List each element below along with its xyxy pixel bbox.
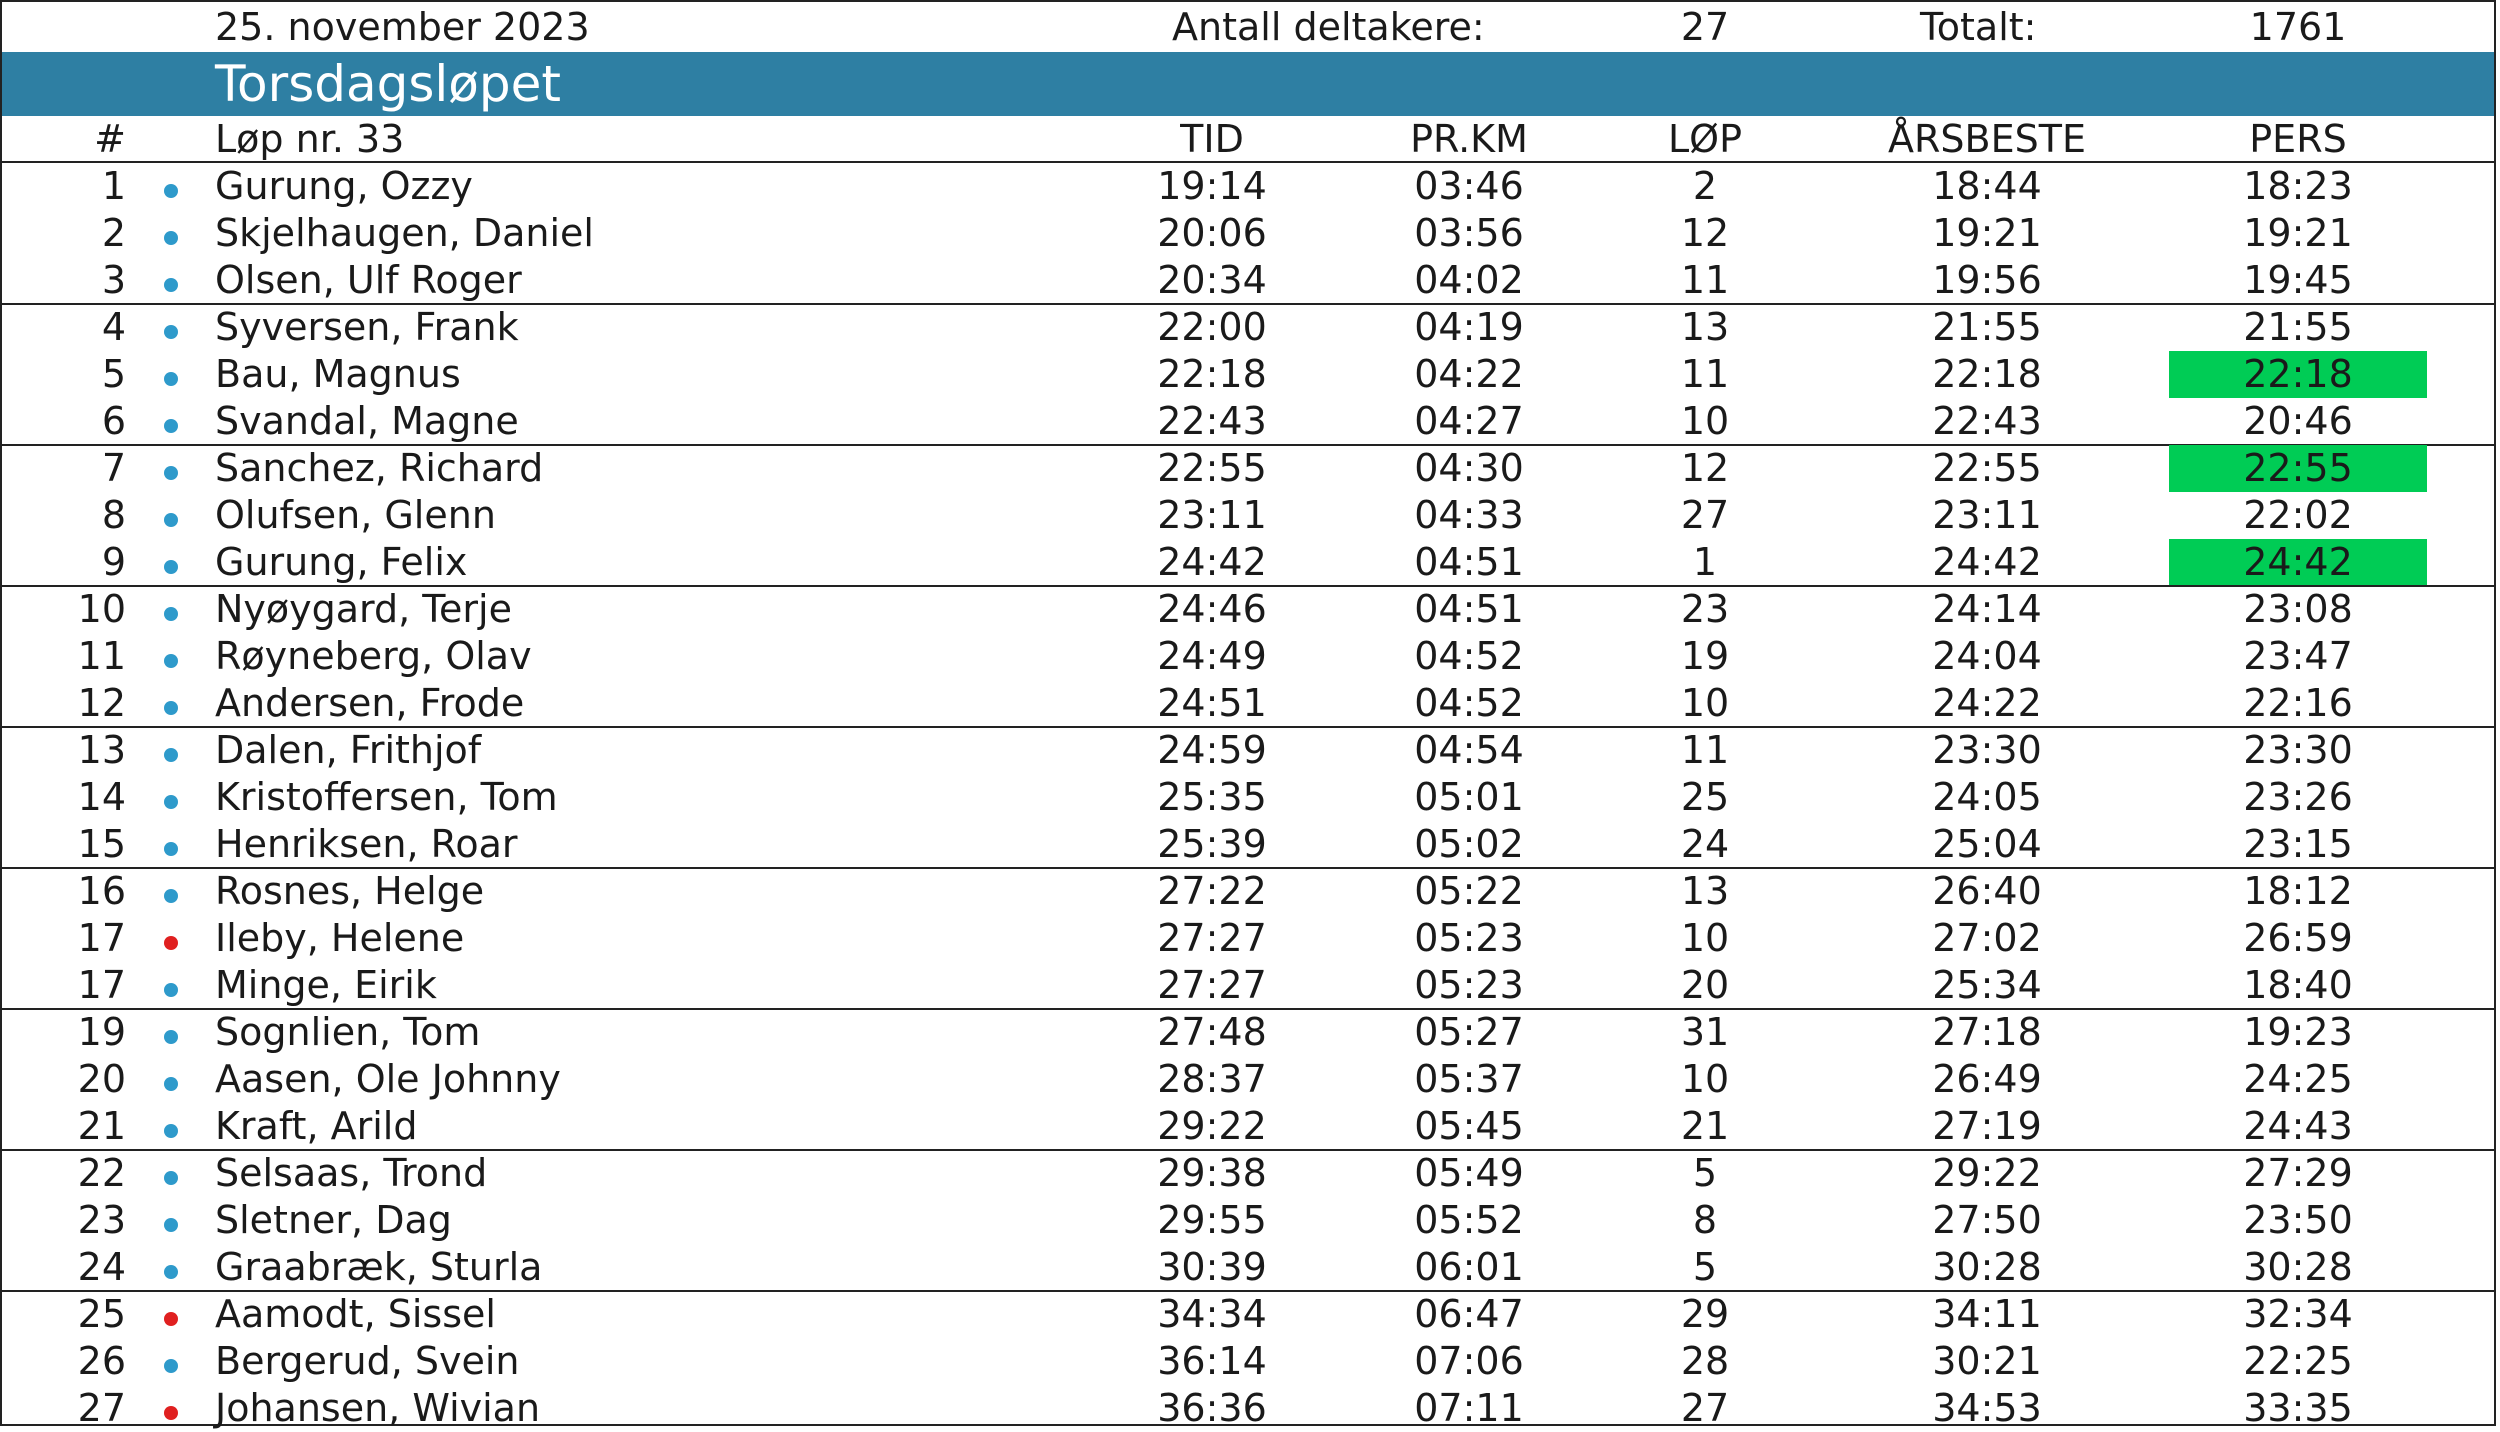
rank-cell: 7: [101, 446, 126, 490]
race-count-cell: 11: [1680, 352, 1730, 396]
runner-name: Olsen, Ulf Roger: [215, 258, 522, 302]
time-cell: 22:43: [1157, 399, 1267, 443]
female-dot-icon: [164, 936, 178, 950]
time-cell: 22:00: [1157, 305, 1267, 349]
runner-name: Sognlien, Tom: [215, 1010, 481, 1054]
rank-cell: 21: [77, 1104, 126, 1148]
time-cell: 28:37: [1157, 1057, 1267, 1101]
race-count-cell: 10: [1680, 399, 1730, 443]
runner-name: Nyøygard, Terje: [215, 587, 512, 631]
table-row: [2, 586, 2494, 633]
participants-value: 27: [1680, 5, 1730, 49]
runner-name: Skjelhaugen, Daniel: [215, 211, 594, 255]
rank-cell: 22: [77, 1151, 126, 1195]
personal-best-cell: 19:45: [2243, 258, 2353, 302]
pace-cell: 05:37: [1414, 1057, 1524, 1101]
col-pers-header: PERS: [2249, 117, 2347, 161]
time-cell: 22:18: [1157, 352, 1267, 396]
male-dot-icon: [164, 842, 178, 856]
time-cell: 29:55: [1157, 1198, 1267, 1242]
race-count-cell: 13: [1680, 305, 1730, 349]
pace-cell: 05:23: [1414, 916, 1524, 960]
table-row: [2, 492, 2494, 539]
male-dot-icon: [164, 889, 178, 903]
table-row: [2, 868, 2494, 915]
personal-best-cell: 27:29: [2243, 1151, 2353, 1195]
pace-cell: 05:01: [1414, 775, 1524, 819]
season-best-cell: 24:14: [1932, 587, 2042, 631]
race-count-cell: 8: [1692, 1198, 1718, 1242]
pace-cell: 04:51: [1414, 540, 1524, 584]
runner-name: Røyneberg, Olav: [215, 634, 532, 678]
male-dot-icon: [164, 184, 178, 198]
race-count-cell: 13: [1680, 869, 1730, 913]
race-count-cell: 5: [1692, 1245, 1718, 1289]
race-count-cell: 10: [1680, 1057, 1730, 1101]
pace-cell: 05:52: [1414, 1198, 1524, 1242]
male-dot-icon: [164, 1124, 178, 1138]
male-dot-icon: [164, 1359, 178, 1373]
personal-best-cell: 18:23: [2243, 164, 2353, 208]
season-best-cell: 24:42: [1932, 540, 2042, 584]
male-dot-icon: [164, 701, 178, 715]
rank-cell: 26: [77, 1339, 126, 1383]
col-rank-header: #: [94, 117, 126, 161]
time-cell: 27:22: [1157, 869, 1267, 913]
rank-cell: 8: [101, 493, 126, 537]
time-cell: 27:27: [1157, 916, 1267, 960]
rank-cell: 9: [101, 540, 126, 584]
rank-cell: 10: [77, 587, 126, 631]
race-count-cell: 31: [1680, 1010, 1730, 1054]
personal-best-cell: 22:02: [2243, 493, 2353, 537]
rank-cell: 14: [77, 775, 126, 819]
rank-cell: 3: [101, 258, 126, 302]
time-cell: 27:27: [1157, 963, 1267, 1007]
personal-best-cell: 21:55: [2243, 305, 2353, 349]
pace-cell: 03:46: [1414, 164, 1524, 208]
runner-name: Gurung, Felix: [215, 540, 468, 584]
rank-cell: 19: [77, 1010, 126, 1054]
season-best-cell: 21:55: [1932, 305, 2042, 349]
male-dot-icon: [164, 325, 178, 339]
runner-name: Johansen, Wivian: [215, 1386, 541, 1430]
personal-best-cell: 23:08: [2243, 587, 2353, 631]
time-cell: 36:36: [1157, 1386, 1267, 1430]
race-count-cell: 27: [1680, 493, 1730, 537]
male-dot-icon: [164, 560, 178, 574]
personal-best-cell: 26:59: [2243, 916, 2353, 960]
season-best-cell: 29:22: [1932, 1151, 2042, 1195]
pace-cell: 04:19: [1414, 305, 1524, 349]
season-best-cell: 22:18: [1932, 352, 2042, 396]
male-dot-icon: [164, 278, 178, 292]
season-best-cell: 25:34: [1932, 963, 2042, 1007]
male-dot-icon: [164, 1077, 178, 1091]
time-cell: 24:42: [1157, 540, 1267, 584]
pace-cell: 05:22: [1414, 869, 1524, 913]
pace-cell: 05:02: [1414, 822, 1524, 866]
season-best-cell: 27:50: [1932, 1198, 2042, 1242]
male-dot-icon: [164, 654, 178, 668]
runner-name: Bau, Magnus: [215, 352, 461, 396]
personal-best-cell: 23:30: [2243, 728, 2353, 772]
rank-cell: 23: [77, 1198, 126, 1242]
table-row: [2, 257, 2494, 304]
season-best-cell: 25:04: [1932, 822, 2042, 866]
runner-name: Minge, Eirik: [215, 963, 437, 1007]
col-race-header: Løp nr. 33: [215, 117, 405, 161]
runner-name: Sletner, Dag: [215, 1198, 452, 1242]
race-count-cell: 25: [1680, 775, 1730, 819]
col-tid-header: TID: [1180, 117, 1244, 161]
runner-name: Aasen, Ole Johnny: [215, 1057, 561, 1101]
runner-name: Kristoffersen, Tom: [215, 775, 558, 819]
race-count-cell: 11: [1680, 258, 1730, 302]
season-best-cell: 27:19: [1932, 1104, 2042, 1148]
table-row: [2, 1103, 2494, 1150]
table-row: [2, 1244, 2494, 1291]
personal-best-cell: 22:25: [2243, 1339, 2353, 1383]
race-count-cell: 2: [1692, 164, 1718, 208]
personal-best-cell: 23:26: [2243, 775, 2353, 819]
race-count-cell: 19: [1680, 634, 1730, 678]
col-lop-header: LØP: [1668, 117, 1742, 161]
male-dot-icon: [164, 748, 178, 762]
pace-cell: 05:27: [1414, 1010, 1524, 1054]
pace-cell: 04:54: [1414, 728, 1524, 772]
col-prkm-header: PR.KM: [1410, 117, 1528, 161]
runner-name: Henriksen, Roar: [215, 822, 518, 866]
race-count-cell: 27: [1680, 1386, 1730, 1430]
season-best-cell: 23:30: [1932, 728, 2042, 772]
male-dot-icon: [164, 795, 178, 809]
page-title: Torsdagsløpet: [215, 55, 561, 113]
rank-cell: 13: [77, 728, 126, 772]
race-count-cell: 10: [1680, 681, 1730, 725]
time-cell: 24:59: [1157, 728, 1267, 772]
time-cell: 20:06: [1157, 211, 1267, 255]
time-cell: 30:39: [1157, 1245, 1267, 1289]
rank-cell: 1: [101, 164, 126, 208]
personal-best-cell: 22:16: [2243, 681, 2353, 725]
pace-cell: 04:33: [1414, 493, 1524, 537]
runner-name: Selsaas, Trond: [215, 1151, 488, 1195]
rank-cell: 16: [77, 869, 126, 913]
race-count-cell: 12: [1680, 446, 1730, 490]
pace-cell: 06:47: [1414, 1292, 1524, 1336]
runner-name: Graabræk, Sturla: [215, 1245, 543, 1289]
race-count-cell: 12: [1680, 211, 1730, 255]
personal-best-cell: 23:50: [2243, 1198, 2353, 1242]
race-count-cell: 20: [1680, 963, 1730, 1007]
race-count-cell: 5: [1692, 1151, 1718, 1195]
rank-cell: 4: [101, 305, 126, 349]
table-row: [2, 1197, 2494, 1244]
pace-cell: 05:45: [1414, 1104, 1524, 1148]
race-count-cell: 11: [1680, 728, 1730, 772]
runner-name: Andersen, Frode: [215, 681, 525, 725]
season-best-cell: 22:43: [1932, 399, 2042, 443]
table-row: [2, 1338, 2494, 1385]
personal-best-cell: 24:43: [2243, 1104, 2353, 1148]
season-best-cell: 34:11: [1932, 1292, 2042, 1336]
table-row: [2, 398, 2494, 445]
pace-cell: 07:06: [1414, 1339, 1524, 1383]
rank-cell: 17: [77, 916, 126, 960]
table-row: [2, 680, 2494, 727]
season-best-cell: 27:02: [1932, 916, 2042, 960]
table-row: [2, 445, 2494, 492]
season-best-cell: 27:18: [1932, 1010, 2042, 1054]
season-best-cell: 23:11: [1932, 493, 2042, 537]
male-dot-icon: [164, 372, 178, 386]
male-dot-icon: [164, 231, 178, 245]
runner-name: Sanchez, Richard: [215, 446, 544, 490]
rank-cell: 27: [77, 1386, 126, 1430]
time-cell: 23:11: [1157, 493, 1267, 537]
personal-best-cell: 32:34: [2243, 1292, 2353, 1336]
season-best-cell: 19:56: [1932, 258, 2042, 302]
pace-cell: 04:02: [1414, 258, 1524, 302]
season-best-cell: 30:21: [1932, 1339, 2042, 1383]
runner-name: Rosnes, Helge: [215, 869, 485, 913]
rank-cell: 15: [77, 822, 126, 866]
season-best-cell: 34:53: [1932, 1386, 2042, 1430]
male-dot-icon: [164, 513, 178, 527]
table-row: [2, 1385, 2494, 1432]
time-cell: 24:51: [1157, 681, 1267, 725]
runner-name: Dalen, Frithjof: [215, 728, 482, 772]
personal-best-cell: 33:35: [2243, 1386, 2353, 1430]
personal-best-cell: 22:55: [2169, 445, 2427, 492]
season-best-cell: 22:55: [1932, 446, 2042, 490]
pace-cell: 04:52: [1414, 634, 1524, 678]
col-aarsbeste-header: ÅRSBESTE: [1888, 117, 2086, 161]
rank-cell: 17: [77, 963, 126, 1007]
table-row: [2, 351, 2494, 398]
personal-best-cell: 19:21: [2243, 211, 2353, 255]
table-row: [2, 539, 2494, 586]
female-dot-icon: [164, 1312, 178, 1326]
male-dot-icon: [164, 1171, 178, 1185]
personal-best-cell: 20:46: [2243, 399, 2353, 443]
time-cell: 24:49: [1157, 634, 1267, 678]
pace-cell: 07:11: [1414, 1386, 1524, 1430]
season-best-cell: 19:21: [1932, 211, 2042, 255]
table-row: [2, 210, 2494, 257]
table-row: [2, 727, 2494, 774]
table-row: [2, 633, 2494, 680]
season-best-cell: 24:22: [1932, 681, 2042, 725]
rank-cell: 2: [101, 211, 126, 255]
time-cell: 24:46: [1157, 587, 1267, 631]
personal-best-cell: 23:47: [2243, 634, 2353, 678]
rank-cell: 25: [77, 1292, 126, 1336]
female-dot-icon: [164, 1406, 178, 1420]
rank-cell: 24: [77, 1245, 126, 1289]
personal-best-cell: 30:28: [2243, 1245, 2353, 1289]
table-row: [2, 1150, 2494, 1197]
runner-name: Olufsen, Glenn: [215, 493, 496, 537]
pace-cell: 05:23: [1414, 963, 1524, 1007]
time-cell: 22:55: [1157, 446, 1267, 490]
title-bar: [2, 52, 2494, 116]
runner-name: Ileby, Helene: [215, 916, 465, 960]
runner-name: Syversen, Frank: [215, 305, 519, 349]
participants-label: Antall deltakere:: [1172, 5, 1485, 49]
male-dot-icon: [164, 607, 178, 621]
season-best-cell: 24:04: [1932, 634, 2042, 678]
runner-name: Gurung, Ozzy: [215, 164, 473, 208]
season-best-cell: 18:44: [1932, 164, 2042, 208]
table-row: [2, 774, 2494, 821]
rank-cell: 12: [77, 681, 126, 725]
table-row: [2, 821, 2494, 868]
runner-name: Kraft, Arild: [215, 1104, 418, 1148]
race-count-cell: 29: [1680, 1292, 1730, 1336]
table-row: [2, 304, 2494, 351]
male-dot-icon: [164, 1265, 178, 1279]
time-cell: 29:38: [1157, 1151, 1267, 1195]
runner-name: Svandal, Magne: [215, 399, 519, 443]
personal-best-cell: 22:18: [2169, 351, 2427, 398]
table-row: [2, 163, 2494, 210]
race-count-cell: 21: [1680, 1104, 1730, 1148]
total-label: Totalt:: [1920, 5, 2037, 49]
personal-best-cell: 18:40: [2243, 963, 2353, 1007]
race-count-cell: 10: [1680, 916, 1730, 960]
time-cell: 34:34: [1157, 1292, 1267, 1336]
pace-cell: 04:51: [1414, 587, 1524, 631]
time-cell: 20:34: [1157, 258, 1267, 302]
pace-cell: 04:22: [1414, 352, 1524, 396]
table-row: [2, 962, 2494, 1009]
time-cell: 19:14: [1157, 164, 1267, 208]
race-count-cell: 28: [1680, 1339, 1730, 1383]
personal-best-cell: 18:12: [2243, 869, 2353, 913]
table-row: [2, 1291, 2494, 1338]
race-count-cell: 23: [1680, 587, 1730, 631]
season-best-cell: 24:05: [1932, 775, 2042, 819]
season-best-cell: 26:49: [1932, 1057, 2042, 1101]
personal-best-cell: 24:42: [2169, 539, 2427, 586]
pace-cell: 06:01: [1414, 1245, 1524, 1289]
pace-cell: 04:27: [1414, 399, 1524, 443]
race-count-cell: 24: [1680, 822, 1730, 866]
pace-cell: 04:52: [1414, 681, 1524, 725]
time-cell: 29:22: [1157, 1104, 1267, 1148]
runner-name: Aamodt, Sissel: [215, 1292, 496, 1336]
time-cell: 25:39: [1157, 822, 1267, 866]
table-row: [2, 915, 2494, 962]
pace-cell: 03:56: [1414, 211, 1524, 255]
total-value: 1761: [2249, 5, 2347, 49]
pace-cell: 05:49: [1414, 1151, 1524, 1195]
rank-cell: 20: [77, 1057, 126, 1101]
personal-best-cell: 23:15: [2243, 822, 2353, 866]
season-best-cell: 30:28: [1932, 1245, 2042, 1289]
personal-best-cell: 19:23: [2243, 1010, 2353, 1054]
time-cell: 25:35: [1157, 775, 1267, 819]
time-cell: 27:48: [1157, 1010, 1267, 1054]
rank-cell: 5: [101, 352, 126, 396]
male-dot-icon: [164, 466, 178, 480]
male-dot-icon: [164, 983, 178, 997]
male-dot-icon: [164, 419, 178, 433]
event-date: 25. november 2023: [215, 5, 590, 49]
runner-name: Bergerud, Svein: [215, 1339, 520, 1383]
season-best-cell: 26:40: [1932, 869, 2042, 913]
rank-cell: 11: [77, 634, 126, 678]
male-dot-icon: [164, 1218, 178, 1232]
table-row: [2, 1009, 2494, 1056]
race-count-cell: 1: [1692, 540, 1718, 584]
rank-cell: 6: [101, 399, 126, 443]
table-row: [2, 1056, 2494, 1103]
personal-best-cell: 24:25: [2243, 1057, 2353, 1101]
pace-cell: 04:30: [1414, 446, 1524, 490]
time-cell: 36:14: [1157, 1339, 1267, 1383]
male-dot-icon: [164, 1030, 178, 1044]
